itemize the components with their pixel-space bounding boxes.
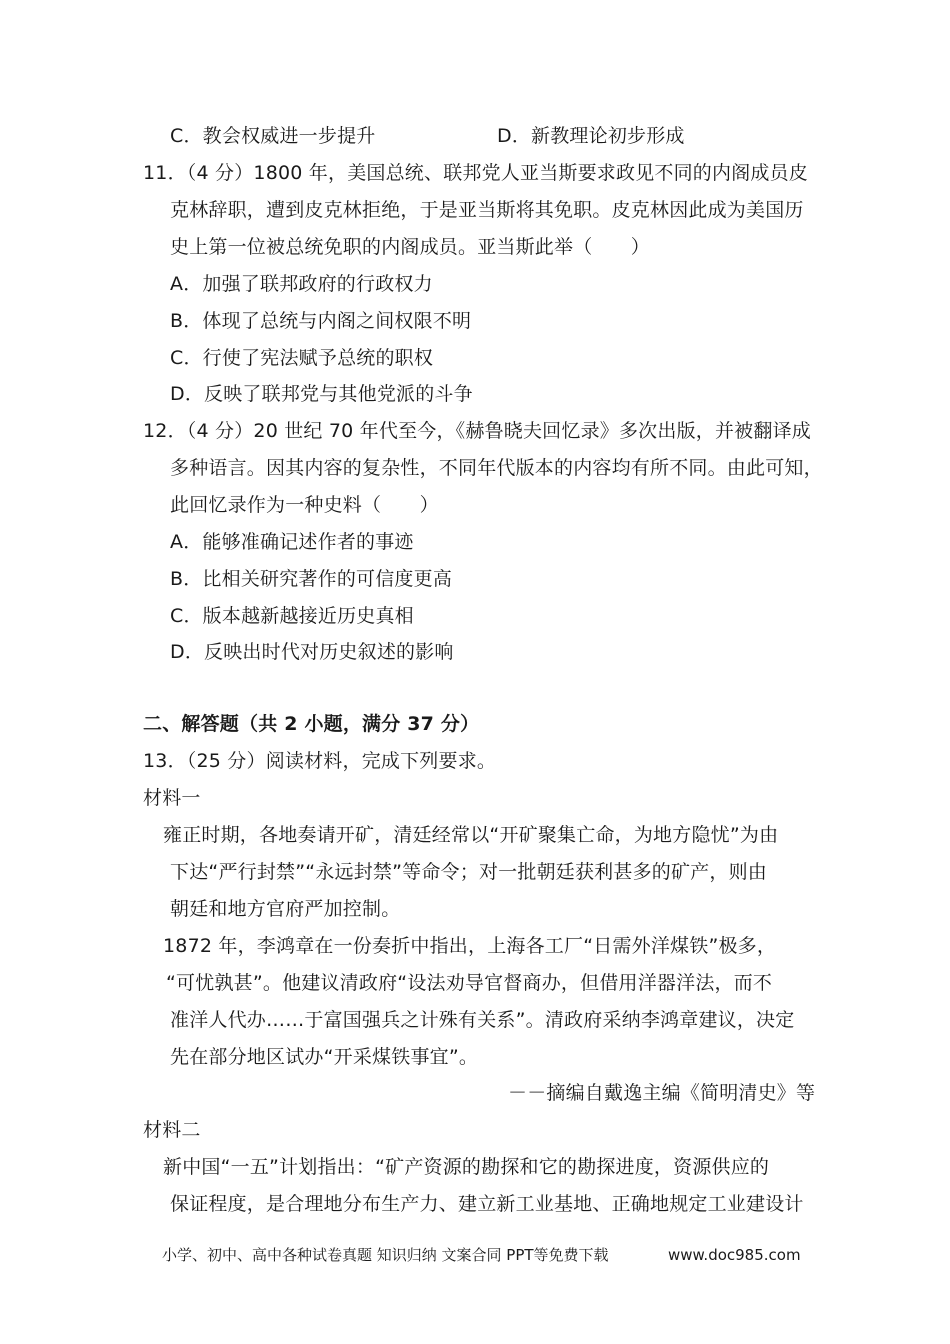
q11-option-b: B．体现了总统与内阁之间权限不明	[170, 310, 472, 332]
material-1-para-1-line-3: 朝廷和地方官府严加控制。	[170, 898, 401, 920]
q10-option-c: C．教会权威进一步提升	[170, 125, 376, 147]
material-2-label: 材料二	[143, 1119, 201, 1141]
section-2-heading: 二、解答题（共 2 小题，满分 37 分）	[143, 713, 480, 735]
material-1-label: 材料一	[143, 787, 201, 809]
material-1-source: －－摘编自戴逸主编《简明清史》等	[508, 1082, 816, 1104]
q12-stem-line-2: 多种语言。因其内容的复杂性，不同年代版本的内容均有所不同。由此可知，	[170, 457, 823, 479]
q11-option-a: A．加强了联邦政府的行政权力	[170, 273, 433, 295]
q12-option-a: A．能够准确记述作者的事迹	[170, 531, 414, 553]
material-2-para-1-line-2: 保证程度，是合理地分布生产力、建立新工业基地、正确地规定工业建设计	[170, 1193, 804, 1215]
q11-stem-line-2: 克林辞职，遭到皮克林拒绝，于是亚当斯将其免职。皮克林因此成为美国历	[170, 199, 804, 221]
material-1-para-1-line-1: 雍正时期，各地奏请开矿，清廷经常以“开矿聚集亡命，为地方隐忧”为由	[163, 824, 779, 846]
material-2-para-1-line-1: 新中国“一五”计划指出：“矿产资源的勘探和它的勘探进度，资源供应的	[163, 1156, 770, 1178]
q11-stem-line-1: 11．（4 分）1800 年，美国总统、联邦党人亚当斯要求政见不同的内阁成员皮	[143, 162, 808, 184]
material-1-para-2-line-3: 准洋人代办……于富国强兵之计殊有关系”。清政府采纳李鸿章建议，决定	[170, 1009, 795, 1031]
q10-option-d: D．新教理论初步形成	[497, 125, 685, 147]
material-1-para-2-line-1: 1872 年，李鸿章在一份奏折中指出，上海各工厂“日需外洋煤铁”极多，	[163, 935, 777, 957]
q11-option-d: D．反映了联邦党与其他党派的斗争	[170, 383, 473, 405]
q11-stem-line-3: 史上第一位被总统免职的内阁成员。亚当斯此举（ ）	[170, 236, 651, 258]
material-1-para-2-line-4: 先在部分地区试办“开采煤铁事宜”。	[170, 1046, 479, 1068]
footer-promo-text: 小学、初中、高中各种试卷真题 知识归纳 文案合同 PPT等免费下载	[162, 1246, 609, 1264]
footer-website-link[interactable]: www.doc985.com	[668, 1246, 801, 1264]
q12-option-b: B．比相关研究著作的可信度更高	[170, 568, 453, 590]
q12-stem-line-1: 12．（4 分）20 世纪 70 年代至今，《赫鲁晓夫回忆录》多次出版，并被翻译成	[143, 420, 811, 442]
material-1-para-1-line-2: 下达“严行封禁”“永远封禁”等命令；对一批朝廷获利甚多的矿产，则由	[170, 861, 767, 883]
material-1-para-2-line-2: “可忧孰甚”。他建议清政府“设法劝导官督商办，但借用洋器洋法，而不	[166, 972, 773, 994]
q12-option-d: D．反映出时代对历史叙述的影响	[170, 641, 454, 663]
q13-intro: 13．（25 分）阅读材料，完成下列要求。	[143, 750, 497, 772]
q12-stem-line-3: 此回忆录作为一种史料（ ）	[170, 494, 439, 516]
q11-option-c: C．行使了宪法赋予总统的职权	[170, 347, 434, 369]
q12-option-c: C．版本越新越接近历史真相	[170, 605, 414, 627]
